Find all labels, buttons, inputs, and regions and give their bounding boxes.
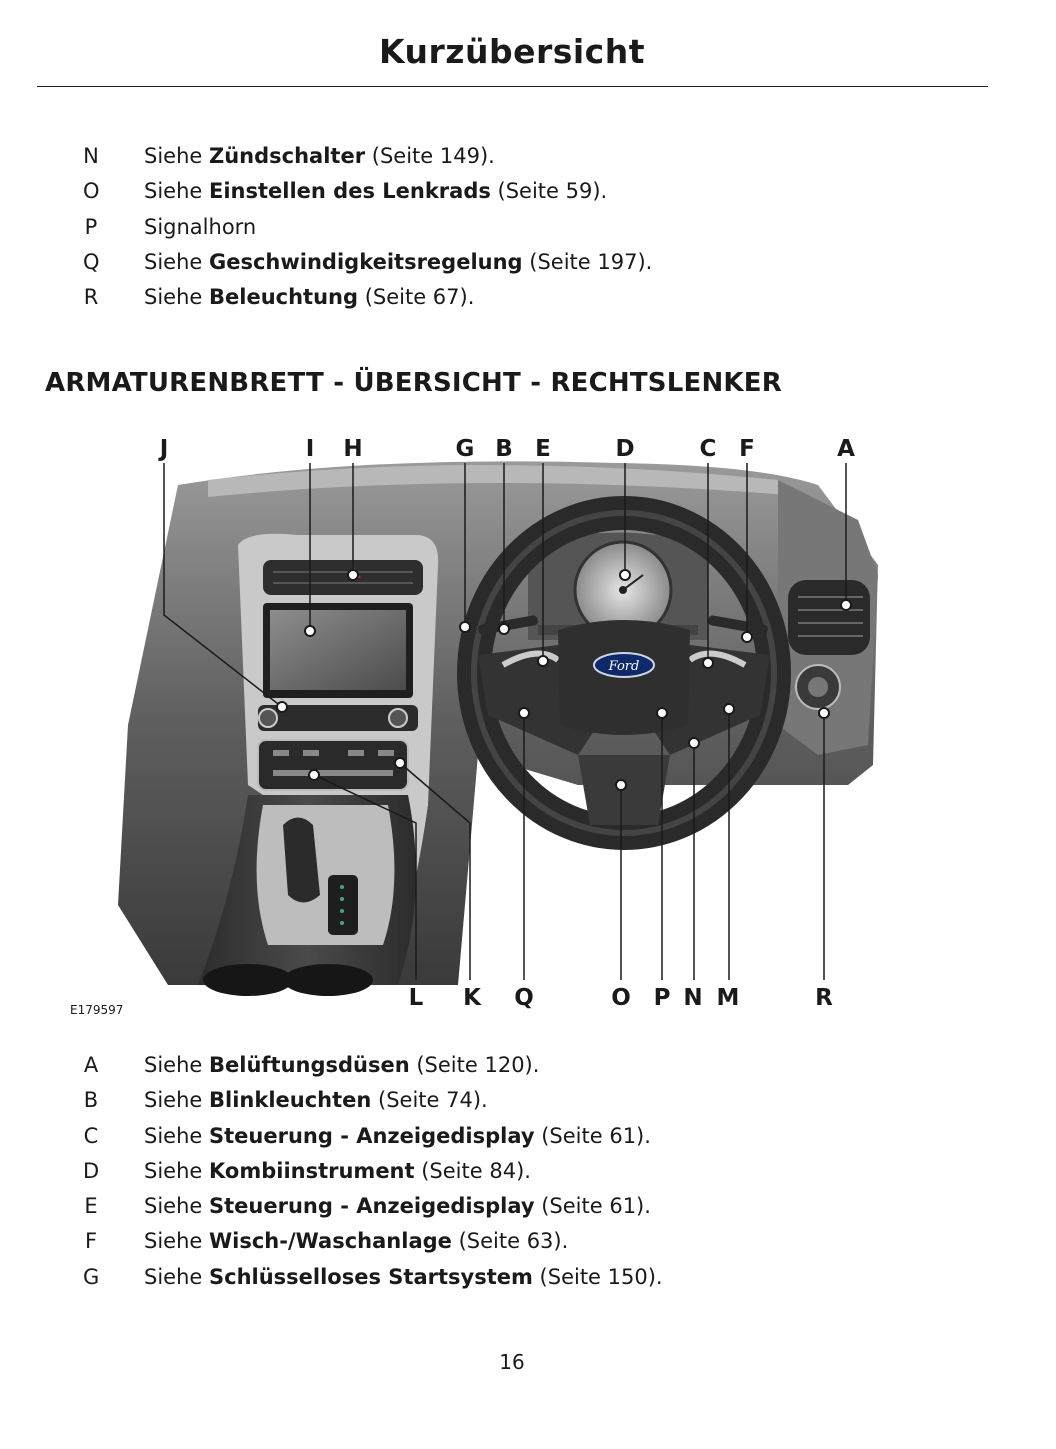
page-number: 16 bbox=[499, 1350, 525, 1374]
callout-label-c: C bbox=[699, 436, 717, 462]
callout-label-j: J bbox=[159, 436, 169, 462]
item-prefix: Siehe bbox=[144, 1088, 209, 1113]
callout-label-q: Q bbox=[514, 985, 534, 1011]
item-keyword-link[interactable]: Einstellen des Lenkrads bbox=[209, 179, 491, 204]
dashboard-figure bbox=[58, 425, 898, 1025]
item-page-ref: (Seite 67). bbox=[358, 285, 475, 310]
callout-label-d: D bbox=[615, 436, 635, 462]
item-prefix: Siehe bbox=[144, 179, 209, 204]
item-letter: N bbox=[83, 144, 99, 168]
item-page-ref: (Seite 61). bbox=[534, 1123, 651, 1148]
item-letter: A bbox=[83, 1053, 99, 1077]
page-title: Kurzübersicht bbox=[378, 32, 646, 71]
item-keyword-link[interactable]: Geschwindigkeitsregelung bbox=[209, 249, 523, 274]
item-prefix: Siehe bbox=[144, 1158, 209, 1183]
item-page-ref: (Seite 197). bbox=[522, 249, 653, 274]
callout-label-e: E bbox=[535, 436, 551, 462]
item-keyword-link[interactable]: Schlüsselloses Startsystem bbox=[209, 1264, 533, 1289]
callout-label-f: F bbox=[739, 436, 755, 462]
item-letter: O bbox=[83, 179, 100, 204]
item-page-ref: (Seite 74). bbox=[371, 1088, 488, 1113]
item-letter: E bbox=[84, 1194, 98, 1219]
item-letter: Q bbox=[83, 249, 100, 274]
ford-logo-icon: Ford bbox=[608, 659, 640, 674]
item-prefix: Siehe bbox=[144, 1194, 209, 1219]
item-prefix: Siehe bbox=[144, 144, 209, 168]
callout-label-n: N bbox=[683, 985, 703, 1011]
callout-label-l: L bbox=[408, 985, 424, 1011]
item-prefix: Siehe bbox=[144, 1264, 209, 1289]
item-letter: G bbox=[83, 1264, 100, 1289]
callout-label-h: H bbox=[343, 436, 363, 462]
dashboard-illustration bbox=[58, 425, 898, 1025]
section-heading: ARMATURENBRETT - ÜBERSICHT - RECHTSLENKER bbox=[45, 368, 782, 398]
figure-id: E179597 bbox=[70, 1003, 124, 1017]
item-prefix: Siehe bbox=[144, 285, 209, 310]
item-letter: D bbox=[83, 1158, 100, 1183]
item-page-ref: (Seite 63). bbox=[451, 1229, 569, 1254]
item-keyword-link[interactable]: Steuerung - Anzeigedisplay bbox=[209, 1194, 535, 1219]
callout-label-b: B bbox=[495, 436, 513, 462]
item-letter: C bbox=[83, 1123, 99, 1148]
item-keyword-link[interactable]: Belüftungsdüsen bbox=[209, 1053, 410, 1077]
item-prefix: Siehe bbox=[144, 1229, 209, 1254]
callout-label-p: P bbox=[653, 985, 671, 1011]
item-prefix: Siehe bbox=[144, 249, 209, 274]
item-page-ref: (Seite 84). bbox=[414, 1158, 531, 1183]
item-page-ref: (Seite 120). bbox=[409, 1053, 540, 1077]
callout-label-r: R bbox=[815, 985, 833, 1011]
item-keyword-link[interactable]: Blinkleuchten bbox=[209, 1088, 372, 1113]
item-keyword-link[interactable]: Steuerung - Anzeigedisplay bbox=[209, 1123, 535, 1148]
callout-label-k: K bbox=[463, 985, 481, 1011]
item-keyword-link[interactable]: Zündschalter bbox=[209, 144, 366, 168]
callout-label-m: M bbox=[716, 985, 740, 1011]
item-prefix: Siehe bbox=[144, 1123, 209, 1148]
callout-label-a: A bbox=[837, 436, 855, 462]
item-keyword-link[interactable]: Wisch-/Waschanlage bbox=[209, 1229, 452, 1254]
item-page-ref: (Seite 61). bbox=[534, 1194, 651, 1219]
item-page-ref: (Seite 150). bbox=[532, 1264, 663, 1289]
item-letter: P bbox=[84, 214, 98, 239]
item-keyword-link[interactable]: Kombiinstrument bbox=[209, 1158, 415, 1183]
callout-label-i: I bbox=[305, 436, 315, 462]
callout-label-g: G bbox=[455, 436, 475, 462]
item-letter: R bbox=[83, 285, 99, 310]
callout-label-o: O bbox=[611, 985, 631, 1011]
item-page-ref: (Seite 149). bbox=[365, 144, 495, 168]
item-letter: B bbox=[83, 1088, 99, 1113]
item-keyword-link[interactable]: Beleuchtung bbox=[209, 285, 359, 310]
item-prefix: Signalhorn bbox=[144, 214, 257, 239]
item-letter: F bbox=[84, 1229, 98, 1254]
item-prefix: Siehe bbox=[144, 1053, 209, 1077]
item-page-ref: (Seite 59). bbox=[490, 179, 608, 204]
title-divider bbox=[37, 86, 988, 87]
